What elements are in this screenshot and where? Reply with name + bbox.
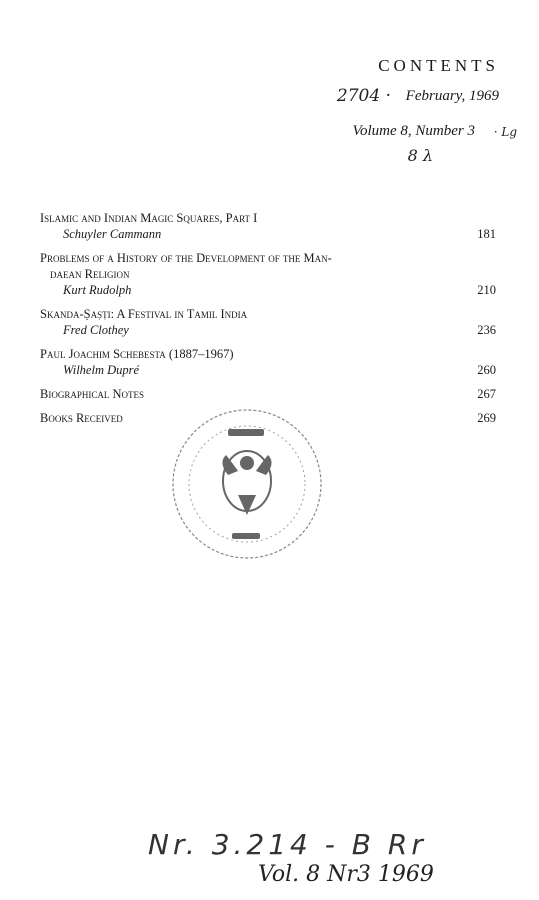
entry-title-continued: daean Religion [50,267,130,281]
volume-number: Volume 8, Number 3 [352,123,475,139]
entry-title: Problems of a History of the Development of the Man- [40,251,332,265]
handwritten-shelf-mark: Nr. 3.214 - B Rr [148,828,427,861]
contents-heading: CONTENTS [378,56,499,75]
entry-author: Fred Clothey [63,323,129,337]
entry-page: 267 [477,387,496,401]
handwritten-number: 2704 · [336,86,391,106]
library-stamp [168,405,326,563]
entry-author: Kurt Rudolph [63,283,132,297]
handwritten-mark: 8 λ [407,146,433,165]
issue-date: February, 1969 [405,88,499,104]
toc-entry [40,386,496,402]
toc-entry [40,306,496,338]
entry-title: Biographical Notes [40,387,144,401]
entry-page: 236 [477,323,496,337]
entry-author: Wilhelm Dupré [63,363,140,377]
entry-title: Skanda-Ṣaṣṭi: A Festival in Tamil India [40,307,248,321]
toc-entry [40,210,496,242]
entry-page: 260 [477,363,496,377]
handwritten-volume-note: Vol. 8 Nr3 1969 [258,862,434,887]
entry-title: Paul Joachim Schebesta (1887–1967) [40,347,234,361]
table-of-contents [40,210,496,434]
handwritten-lg: · Lg [493,125,517,139]
entry-page: 181 [477,227,496,241]
entry-page: 269 [477,411,496,425]
entry-title: Books Received [40,411,123,425]
toc-entry [40,346,496,378]
entry-page: 210 [477,283,496,297]
entry-title: Islamic and Indian Magic Squares, Part I [40,211,258,225]
toc-entry [40,250,496,298]
entry-author: Schuyler Cammann [63,227,162,241]
